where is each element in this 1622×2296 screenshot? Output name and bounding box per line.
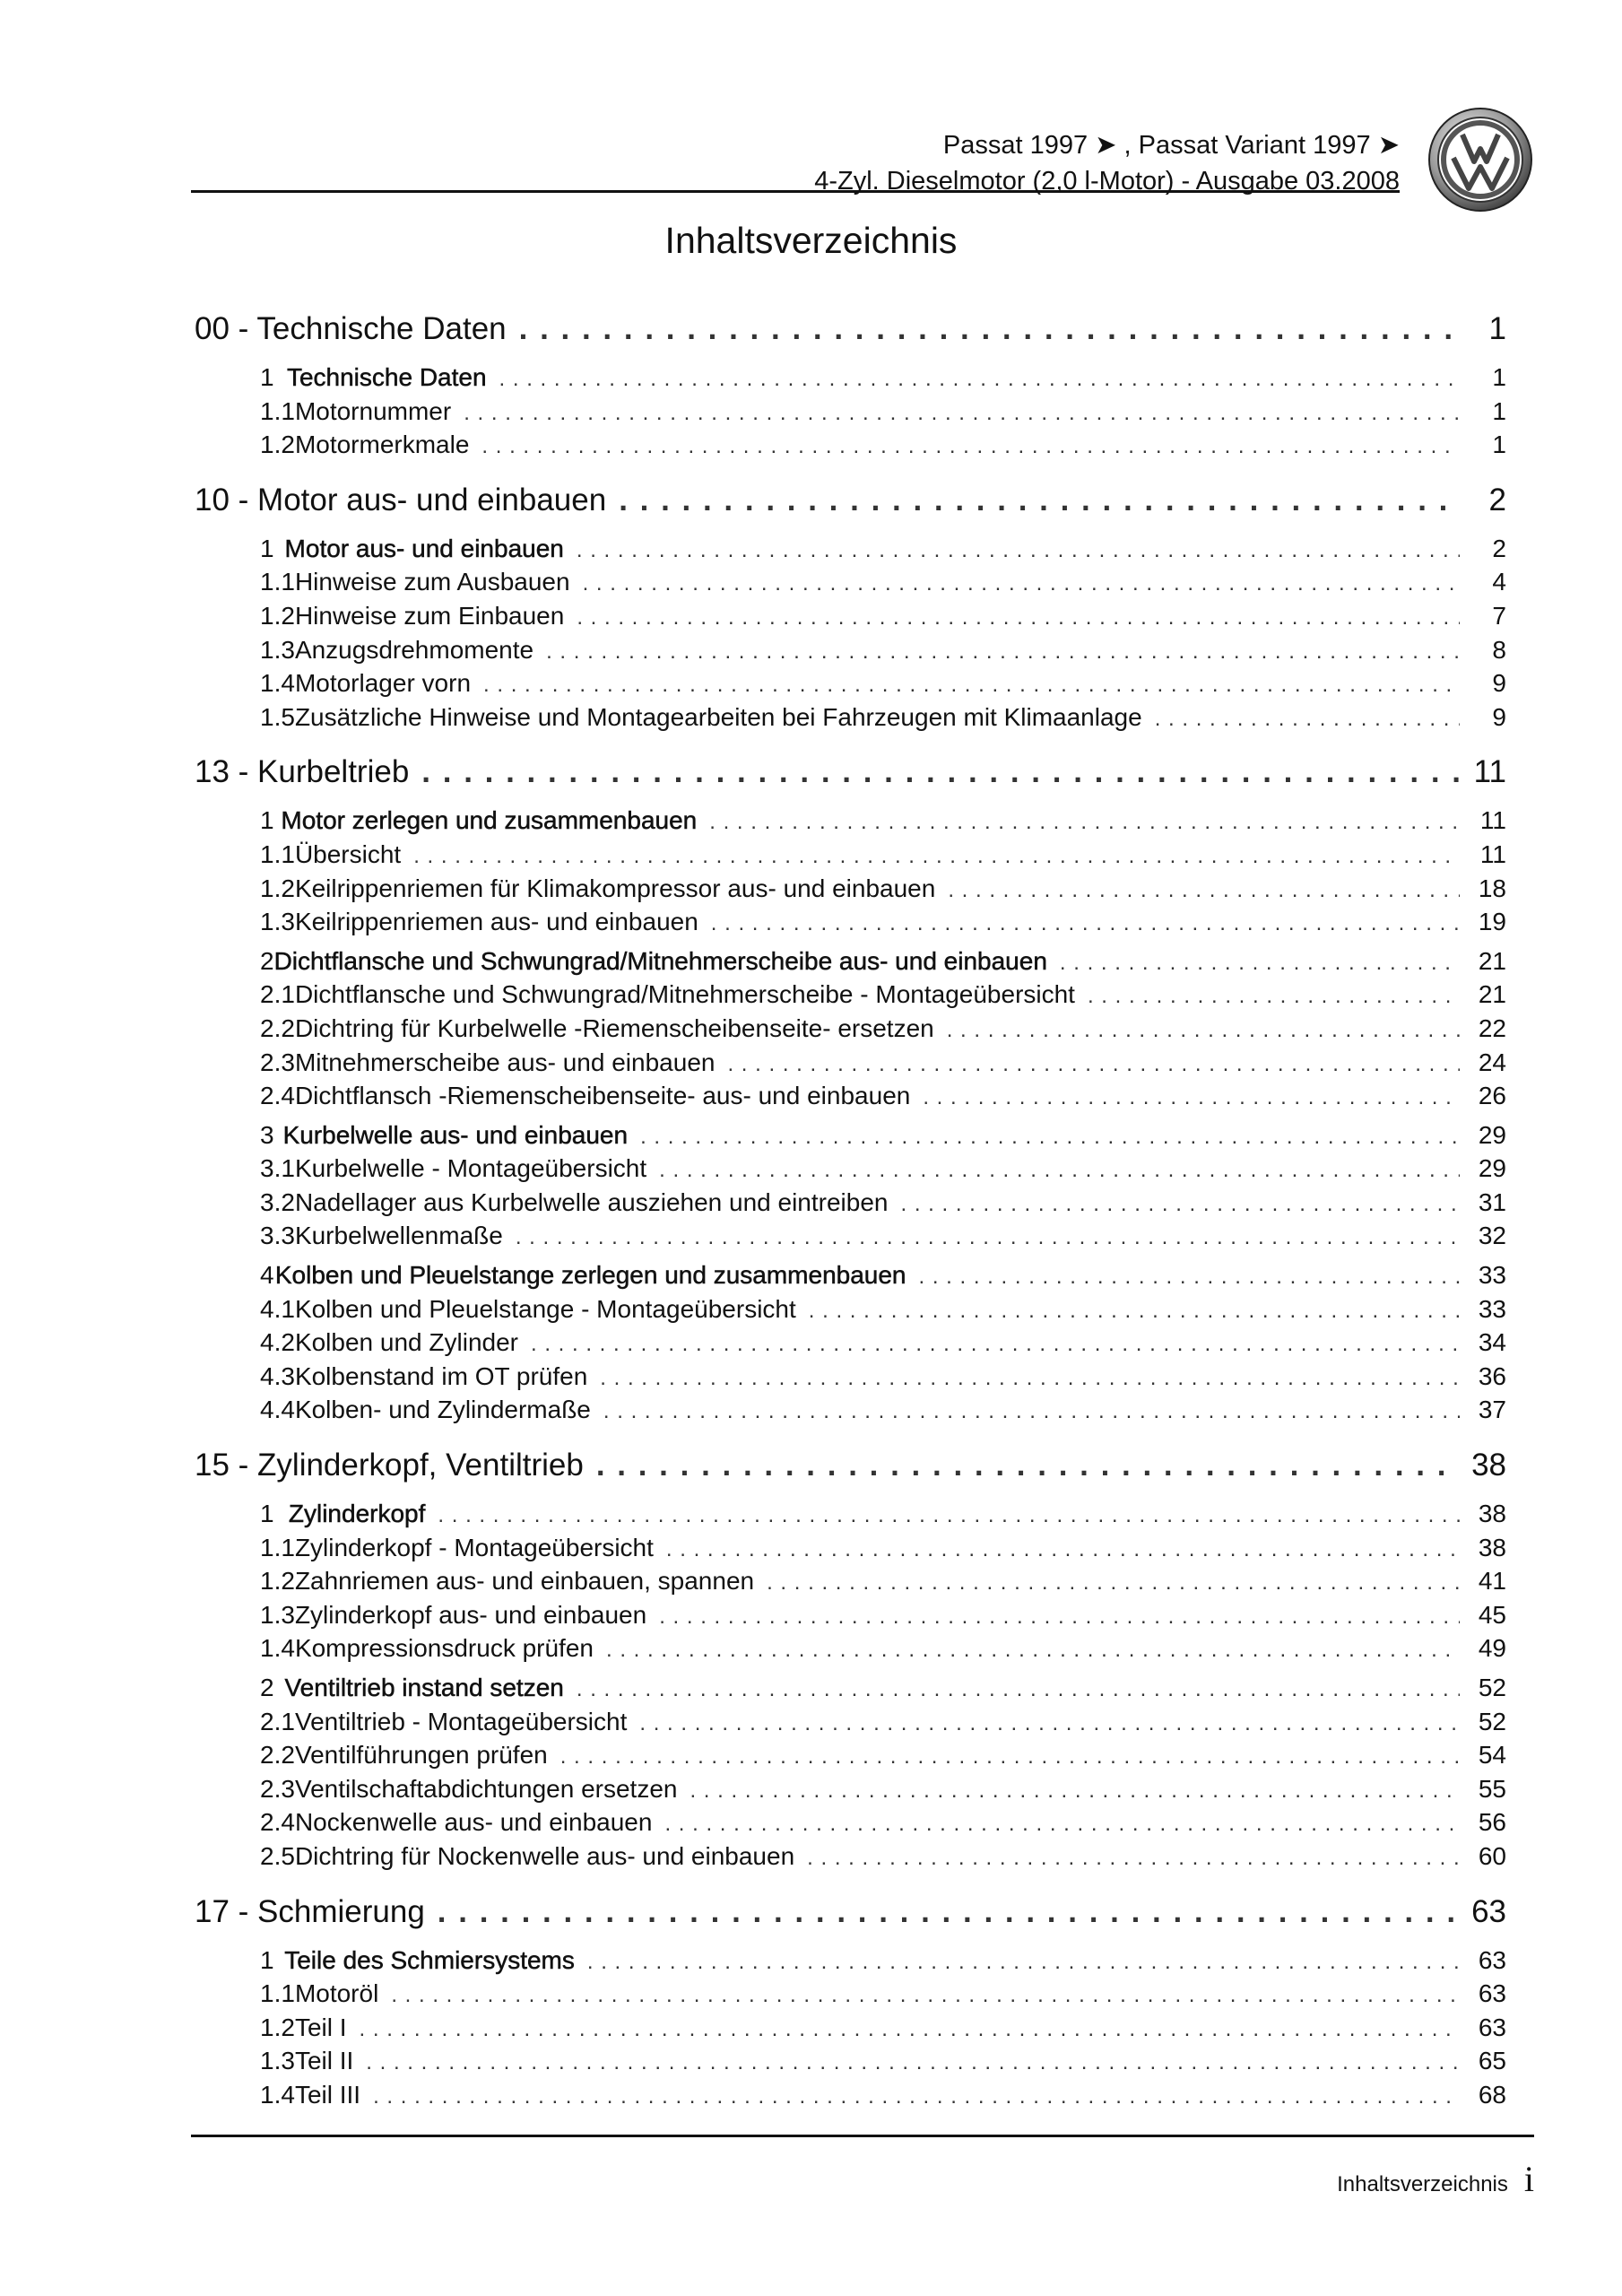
toc-subsection-row[interactable]	[195, 1805, 1506, 1839]
toc-chapter-row[interactable]	[195, 746, 1506, 798]
toc-chapter-row[interactable]	[195, 1886, 1506, 1938]
toc-subsection-row[interactable]	[195, 1012, 1506, 1046]
toc-chapter-row[interactable]	[195, 303, 1506, 355]
toc-entry-label: Zusätzliche Hinweise und Montagearbeiten bei Fahrzeugen mit Klimaanlage	[294, 702, 1142, 731]
toc-leader-dots	[360, 2013, 1460, 2047]
toc-entry-number: 1.2	[260, 2013, 295, 2041]
toc-entry-number: 1	[260, 534, 274, 562]
toc-leader-dots	[438, 1499, 1460, 1533]
toc-section-row[interactable]	[195, 532, 1506, 566]
toc-subsection-row[interactable]	[195, 1531, 1506, 1565]
toc-entry-number: 1.3	[260, 1600, 295, 1629]
toc-chapter-row[interactable]	[195, 474, 1506, 526]
toc-entry-number: 1.1	[260, 1533, 295, 1561]
toc-entry-label: Kurbelwelle aus- und einbauen	[282, 1120, 629, 1149]
toc-entry-page: 29	[1478, 1120, 1506, 1149]
toc-entry-number: 2	[260, 946, 274, 975]
toc-section-row[interactable]	[195, 804, 1506, 838]
toc-leader-dots	[560, 1740, 1460, 1774]
toc-subsection-row[interactable]	[195, 978, 1506, 1012]
toc-entry-label: Zylinderkopf aus- und einbauen	[294, 1600, 647, 1629]
toc-entry-page: 52	[1478, 1674, 1506, 1701]
toc-entry-number: 2.1	[260, 980, 295, 1009]
toc-entry-number: 1.2	[260, 874, 295, 902]
toc-entry-page: 63	[1478, 1945, 1506, 1974]
toc-chapter-page: 1	[1488, 311, 1506, 346]
toc-entry-page: 56	[1478, 1808, 1506, 1837]
toc-leader-dots	[546, 635, 1460, 669]
toc-leader-dots	[919, 1260, 1461, 1294]
toc-entry-label: Ventiltrieb - Montageübersicht	[294, 1707, 628, 1735]
toc-leader-dots	[603, 1395, 1460, 1429]
toc-leader-dots	[767, 1566, 1460, 1600]
toc-entry-page: 54	[1478, 1741, 1506, 1770]
toc-subsection-row[interactable]	[195, 2011, 1506, 2045]
toc-entry-page: 68	[1478, 2080, 1506, 2109]
toc-entry-number: 2.4	[260, 1808, 295, 1837]
toc-entry-page: 21	[1478, 946, 1506, 975]
toc-entry-page: 55	[1478, 1774, 1506, 1803]
toc-entry-label: Motor zerlegen und zusammenbauen	[281, 806, 698, 835]
toc-entry-label: Kolbenstand im OT prüfen	[294, 1361, 588, 1390]
toc-leader-dots	[438, 1886, 1460, 1938]
toc-entry-number: 2.3	[260, 1048, 295, 1076]
toc-entry-label: Zylinderkopf	[288, 1500, 426, 1528]
toc-subsection-row[interactable]	[195, 1705, 1506, 1739]
toc-section-row[interactable]	[195, 1944, 1506, 1978]
toc-entry-label: Anzugsdrehmomente	[294, 635, 534, 664]
toc-leader-dots	[596, 1439, 1460, 1492]
toc-leader-dots	[483, 668, 1460, 702]
toc-entry-page: 63	[1478, 1979, 1506, 2008]
toc-leader-dots	[807, 1841, 1460, 1875]
toc-subsection-row[interactable]	[195, 1292, 1506, 1326]
toc-entry-page: 11	[1479, 839, 1506, 868]
toc-entry-number: 3	[260, 1120, 274, 1149]
toc-entry-number: 1.2	[260, 430, 295, 459]
toc-leader-dots	[481, 430, 1460, 464]
toc-entry-label: Kolben und Pleuelstange zerlegen und zusammenbauen	[274, 1261, 906, 1290]
toc-entry-number: 1	[260, 1945, 274, 1974]
toc-entry-page: 45	[1478, 1600, 1506, 1629]
toc-entry-number: 1.2	[260, 1567, 295, 1596]
toc-entry-page: 60	[1478, 1841, 1506, 1870]
toc-leader-dots	[709, 805, 1460, 839]
toc-chapter-label: 10 - Motor aus- und einbauen	[195, 482, 607, 517]
toc-subsection-row[interactable]	[195, 1631, 1506, 1665]
toc-leader-dots	[664, 1807, 1460, 1841]
toc-subsection-row[interactable]	[195, 599, 1506, 633]
toc-subsection-row[interactable]	[195, 565, 1506, 599]
toc-leader-dots	[373, 2080, 1460, 2114]
toc-entry-number: 2.2	[260, 1013, 295, 1042]
toc-subsection-row[interactable]	[195, 1152, 1506, 1186]
toc-entry-page: 36	[1478, 1361, 1506, 1390]
page-footer	[1337, 2158, 1534, 2200]
toc-leader-dots	[606, 1633, 1460, 1667]
toc-subsection-row[interactable]	[195, 2044, 1506, 2078]
toc-section-row[interactable]	[195, 944, 1506, 978]
footer-page-number: i	[1523, 2159, 1534, 2199]
toc-entry-label: Dichtflansch -Riemenscheibenseite- aus- und einbauen	[294, 1082, 911, 1110]
toc-entry-number: 1.1	[260, 839, 295, 868]
toc-entry-number: 1.4	[260, 2080, 295, 2109]
toc-entry-number: 4.3	[260, 1361, 295, 1390]
header-text	[814, 127, 1400, 199]
toc-entry-number: 1.2	[260, 601, 295, 630]
toc-subsection-row[interactable]	[195, 1219, 1506, 1253]
toc-subsection-row[interactable]	[195, 2078, 1506, 2112]
toc-entry-page: 63	[1478, 2013, 1506, 2041]
toc-entry-number: 4	[260, 1261, 274, 1290]
toc-entry-number: 2.4	[260, 1082, 295, 1110]
toc-entry-label: Kolben und Zylinder	[294, 1328, 518, 1357]
toc-entry-page: 18	[1478, 874, 1506, 902]
toc-leader-dots	[948, 874, 1460, 908]
toc-entry-number: 1.3	[260, 635, 295, 664]
toc-chapter-label: 15 - Zylinderkopf, Ventiltrieb	[195, 1448, 584, 1483]
toc-entry-label: Hinweise zum Ausbauen	[294, 568, 570, 596]
toc-subsection-row[interactable]	[195, 1738, 1506, 1772]
toc-entry-number: 3.2	[260, 1187, 295, 1216]
header-line-2: 4-Zyl. Dieselmotor (2,0 l-Motor) - Ausgabe 03.2008	[814, 167, 1400, 196]
toc-leader-dots	[413, 839, 1460, 874]
toc-subsection-row[interactable]	[195, 1977, 1506, 2011]
toc-leader-dots	[577, 534, 1460, 568]
toc-entry-page: 26	[1478, 1082, 1506, 1110]
toc-entry-number: 1.5	[260, 702, 295, 731]
toc-subsection-row[interactable]	[195, 1360, 1506, 1394]
toc-entry-number: 2.5	[260, 1841, 295, 1870]
toc-entry-label: Kurbelwellenmaße	[294, 1222, 503, 1250]
toc-entry-page: 29	[1478, 1154, 1506, 1183]
toc-leader-dots	[1155, 702, 1460, 736]
toc-entry-label: Keilrippenriemen für Klimakompressor aus- und einbauen	[294, 874, 936, 902]
toc-entry-page: 2	[1492, 534, 1506, 562]
toc-entry-label: Kolben und Pleuelstange - Montageübersicht	[294, 1294, 796, 1323]
toc-entry-number: 1.3	[260, 2047, 295, 2075]
toc-subsection-row[interactable]	[195, 838, 1506, 872]
toc-subsection-row[interactable]	[195, 1839, 1506, 1874]
toc-leader-dots	[666, 1533, 1460, 1567]
toc-leader-dots	[659, 1153, 1460, 1187]
toc-leader-dots	[809, 1294, 1460, 1328]
toc-entry-label: Übersicht	[294, 839, 402, 868]
footer-label: Inhaltsverzeichnis	[1337, 2172, 1508, 2196]
toc-entry-number: 1	[260, 1500, 274, 1528]
toc-entry-label: Nadellager aus Kurbelwelle ausziehen und eintreiben	[294, 1187, 889, 1216]
toc-entry-page: 24	[1478, 1048, 1506, 1076]
toc-chapter-page: 2	[1488, 482, 1506, 517]
toc-section-row[interactable]	[195, 361, 1506, 395]
toc-entry-page: 7	[1492, 601, 1506, 630]
toc-leader-dots	[600, 1361, 1460, 1396]
toc-entry-page: 49	[1478, 1634, 1506, 1663]
toc-subsection-row[interactable]	[195, 395, 1506, 429]
toc-entry-page: 11	[1479, 806, 1506, 835]
toc-entry-label: Keilrippenriemen aus- und einbauen	[294, 908, 698, 936]
header-divider	[191, 190, 1400, 193]
toc-entry-number: 1.4	[260, 669, 295, 698]
toc-subsection-row[interactable]	[195, 1598, 1506, 1632]
toc-entry-page: 33	[1478, 1294, 1506, 1323]
toc-entry-label: Motor aus- und einbauen	[284, 534, 564, 562]
toc-entry-page: 22	[1478, 1013, 1506, 1042]
toc-entry-label: Teil III	[294, 2080, 361, 2109]
toc-entry-label: Dichtring für Nockenwelle aus- und einbauen	[294, 1841, 795, 1870]
toc-entry-label: Motormerkmale	[294, 430, 470, 459]
toc-subsection-row[interactable]	[195, 428, 1506, 462]
toc-entry-label: Ventiltrieb instand setzen	[284, 1674, 564, 1701]
toc-subsection-row[interactable]	[195, 700, 1506, 735]
toc-leader-dots	[464, 396, 1460, 430]
toc-entry-page: 8	[1492, 635, 1506, 664]
toc-leader-dots	[711, 907, 1460, 941]
toc-leader-dots	[690, 1774, 1460, 1808]
toc-entry-label: Zylinderkopf - Montageübersicht	[294, 1533, 654, 1561]
toc-leader-dots	[923, 1081, 1460, 1115]
toc-entry-page: 34	[1478, 1328, 1506, 1357]
toc-subsection-row[interactable]	[195, 1393, 1506, 1427]
toc-subsection-row[interactable]	[195, 905, 1506, 939]
toc-leader-dots	[1060, 946, 1460, 980]
toc-leader-dots	[640, 1120, 1460, 1154]
toc-entry-number: 1.1	[260, 396, 295, 425]
toc-entry-label: Dichtflansche und Schwungrad/Mitnehmerscheibe aus- und einbauen	[273, 946, 1047, 975]
toc-entry-label: Motornummer	[294, 396, 452, 425]
toc-entry-number: 1.1	[260, 1979, 295, 2008]
toc-subsection-row[interactable]	[195, 633, 1506, 667]
page-title: Inhaltsverzeichnis	[664, 220, 958, 261]
toc-entry-page: 9	[1492, 669, 1506, 698]
toc-chapter-label: 17 - Schmierung	[195, 1893, 425, 1929]
toc-chapter-row[interactable]	[195, 1439, 1506, 1492]
toc-leader-dots	[727, 1048, 1460, 1082]
toc-subsection-row[interactable]	[195, 1186, 1506, 1220]
toc-section-row[interactable]	[195, 1118, 1506, 1152]
toc-leader-dots	[587, 1945, 1460, 1979]
toc-entry-label: Hinweise zum Einbauen	[294, 601, 565, 630]
toc-entry-number: 1.3	[260, 908, 295, 936]
toc-chapter-label: 13 - Kurbeltrieb	[195, 754, 410, 790]
toc-entry-label: Motoröl	[294, 1979, 379, 2008]
toc-entry-page: 9	[1492, 702, 1506, 731]
footer-divider	[191, 2135, 1534, 2137]
toc-leader-dots	[947, 1013, 1460, 1048]
toc-entry-number: 1.4	[260, 1634, 295, 1663]
toc-entry-number: 1	[260, 806, 274, 835]
header-line-1: Passat 1997 ➤ , Passat Variant 1997 ➤	[942, 131, 1400, 160]
toc-entry-label: Teile des Schmiersystems	[284, 1945, 575, 1974]
toc-leader-dots	[531, 1327, 1460, 1361]
toc-entry-number: 2.1	[260, 1707, 295, 1735]
toc-leader-dots	[391, 1979, 1460, 2013]
toc-leader-dots	[519, 303, 1460, 355]
toc-leader-dots	[421, 746, 1460, 798]
toc-section-row[interactable]	[195, 1258, 1506, 1292]
toc-entry-label: Kolben- und Zylindermaße	[294, 1396, 591, 1424]
toc-entry-page: 65	[1478, 2047, 1506, 2075]
toc-entry-page: 41	[1478, 1567, 1506, 1596]
toc-entry-number: 4.4	[260, 1396, 295, 1424]
toc-leader-dots	[1088, 979, 1460, 1013]
toc-entry-label: Mitnehmerscheibe aus- und einbauen	[294, 1048, 716, 1076]
toc-entry-page: 33	[1478, 1261, 1506, 1290]
toc-entry-page: 1	[1492, 396, 1506, 425]
toc-entry-number: 2.2	[260, 1741, 295, 1770]
toc-entry-page: 19	[1478, 908, 1506, 936]
toc-section-row[interactable]	[195, 1497, 1506, 1531]
toc-entry-label: Kurbelwelle - Montageübersicht	[294, 1154, 647, 1183]
vw-logo-icon	[1427, 106, 1534, 213]
toc-leader-dots	[577, 601, 1460, 635]
toc-entry-label: Technische Daten	[286, 363, 487, 391]
toc-leader-dots	[577, 1673, 1460, 1707]
toc-chapter-page: 38	[1471, 1448, 1506, 1483]
toc-entry-page: 4	[1492, 568, 1506, 596]
toc-leader-dots	[619, 474, 1460, 526]
toc-entry-label: Dichtring für Kurbelwelle -Riemenscheibenseite- ersetzen	[294, 1013, 934, 1042]
toc-entry-page: 52	[1478, 1707, 1506, 1735]
toc-entry-label: Teil I	[294, 2013, 347, 2041]
toc-entry-page: 1	[1492, 430, 1506, 459]
toc-entry-label: Kompressionsdruck prüfen	[294, 1634, 594, 1663]
toc-leader-dots	[366, 2046, 1460, 2080]
table-of-contents	[195, 303, 1506, 2112]
toc-entry-page: 38	[1478, 1533, 1506, 1561]
toc-subsection-row[interactable]	[195, 666, 1506, 700]
toc-entry-number: 3.1	[260, 1154, 295, 1183]
toc-subsection-row[interactable]	[195, 1326, 1506, 1360]
toc-entry-page: 21	[1478, 980, 1506, 1009]
toc-section-row[interactable]	[195, 1671, 1506, 1705]
toc-entry-page: 1	[1492, 363, 1506, 391]
toc-entry-number: 1.1	[260, 568, 295, 596]
page-header	[191, 0, 1622, 206]
toc-entry-page: 32	[1478, 1222, 1506, 1250]
toc-entry-number: 4.2	[260, 1328, 295, 1357]
toc-leader-dots	[901, 1187, 1461, 1222]
toc-entry-label: Dichtflansche und Schwungrad/Mitnehmerscheibe - Montageübersicht	[294, 980, 1075, 1009]
toc-leader-dots	[639, 1707, 1460, 1741]
toc-subsection-row[interactable]	[195, 1772, 1506, 1806]
toc-chapter-page: 63	[1471, 1893, 1506, 1929]
toc-entry-label: Motorlager vorn	[294, 669, 472, 698]
toc-entry-number: 4.1	[260, 1294, 295, 1323]
toc-entry-label: Nockenwelle aus- und einbauen	[294, 1808, 653, 1837]
toc-subsection-row[interactable]	[195, 872, 1506, 906]
toc-leader-dots	[499, 362, 1460, 396]
toc-subsection-row[interactable]	[195, 1564, 1506, 1598]
toc-leader-dots	[516, 1221, 1460, 1255]
toc-entry-label: Ventilführungen prüfen	[294, 1741, 548, 1770]
toc-subsection-row[interactable]	[195, 1079, 1506, 1113]
toc-chapter-page: 11	[1473, 754, 1506, 790]
toc-entry-label: Teil II	[294, 2047, 354, 2075]
toc-entry-number: 1	[260, 363, 274, 391]
toc-leader-dots	[583, 567, 1460, 601]
toc-subsection-row[interactable]	[195, 1046, 1506, 1080]
toc-entry-label: Zahnriemen aus- und einbauen, spannen	[294, 1567, 755, 1596]
toc-entry-page: 31	[1478, 1187, 1506, 1216]
toc-leader-dots	[659, 1600, 1460, 1634]
toc-entry-number: 2	[260, 1674, 274, 1701]
toc-entry-number: 3.3	[260, 1222, 295, 1250]
toc-chapter-label: 00 - Technische Daten	[195, 311, 507, 346]
toc-entry-number: 2.3	[260, 1774, 295, 1803]
toc-entry-page: 38	[1478, 1500, 1506, 1528]
toc-entry-page: 37	[1478, 1396, 1506, 1424]
toc-entry-label: Ventilschaftabdichtungen ersetzen	[294, 1774, 678, 1803]
